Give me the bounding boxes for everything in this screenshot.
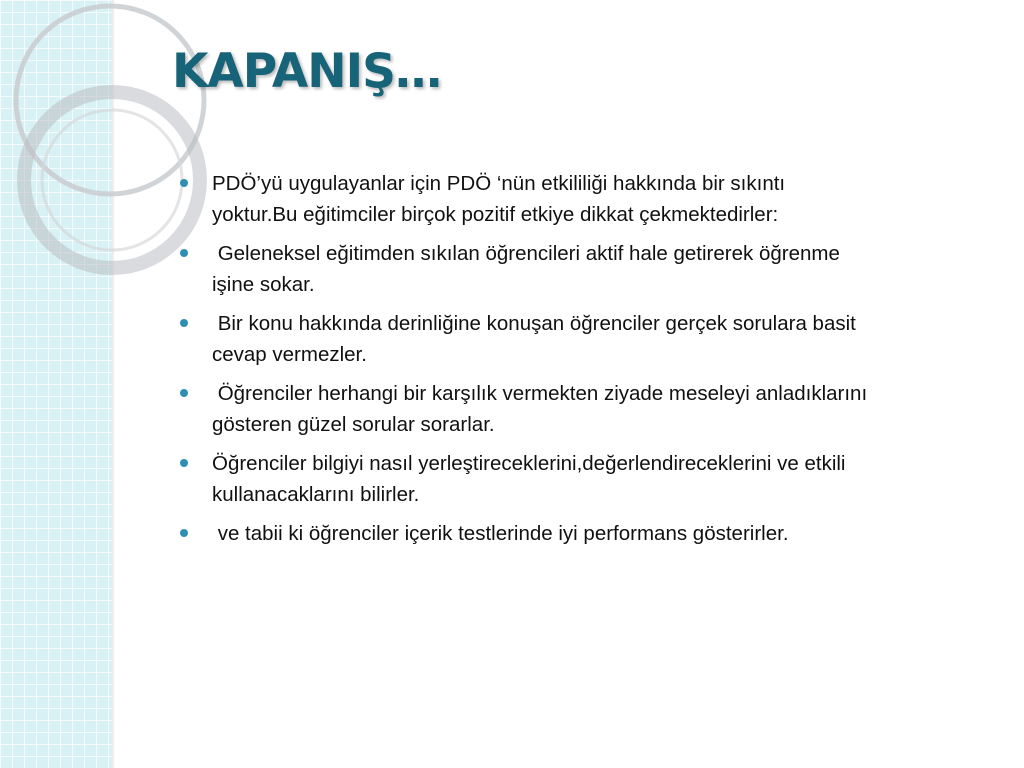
bullet-item <box>180 168 870 230</box>
bullet-text: Geleneksel eğitimden sıkılan öğrencileri aktif hale getirerek öğrenme işine sokar. <box>212 242 846 296</box>
bullet-text: Bir konu hakkında derinliğine konuşan öğrenciler gerçek sorulara basit cevap vermezler. <box>212 312 862 366</box>
bullet-dot-icon <box>180 319 188 327</box>
bullet-dot-icon <box>180 529 188 537</box>
bullet-item <box>180 378 873 440</box>
bullet-text: Öğrenciler bilgiyi nasıl yerleştireceklerini,değerlendireceklerini ve etkili kullanacaklarını bilirler. <box>212 452 852 506</box>
bullet-item <box>180 518 870 549</box>
bullet-list <box>180 168 873 557</box>
slide-title: KAPANIŞ… <box>172 44 441 99</box>
bullet-dot-icon <box>180 459 188 467</box>
decorative-ring-medium <box>24 92 200 268</box>
bullet-dot-icon <box>180 249 188 257</box>
bullet-item <box>180 308 870 370</box>
bullet-item <box>180 238 870 300</box>
bullet-text: PDÖ’yü uygulayanlar için PDÖ ‘nün etkililiği hakkında bir sıkıntı yoktur.Bu eğitimciler birçok pozitif etkiye dikkat çekmektedirler: <box>212 172 791 226</box>
bullet-text: ve tabii ki öğrenciler içerik testlerinde iyi performans gösterirler. <box>212 522 789 545</box>
bullet-item <box>180 448 870 510</box>
bullet-dot-icon <box>180 179 188 187</box>
bullet-dot-icon <box>180 389 188 397</box>
bullet-text: Öğrenciler herhangi bir karşılık vermekten ziyade meseleyi anladıklarını gösteren güzel sorular sorarlar. <box>212 382 873 436</box>
